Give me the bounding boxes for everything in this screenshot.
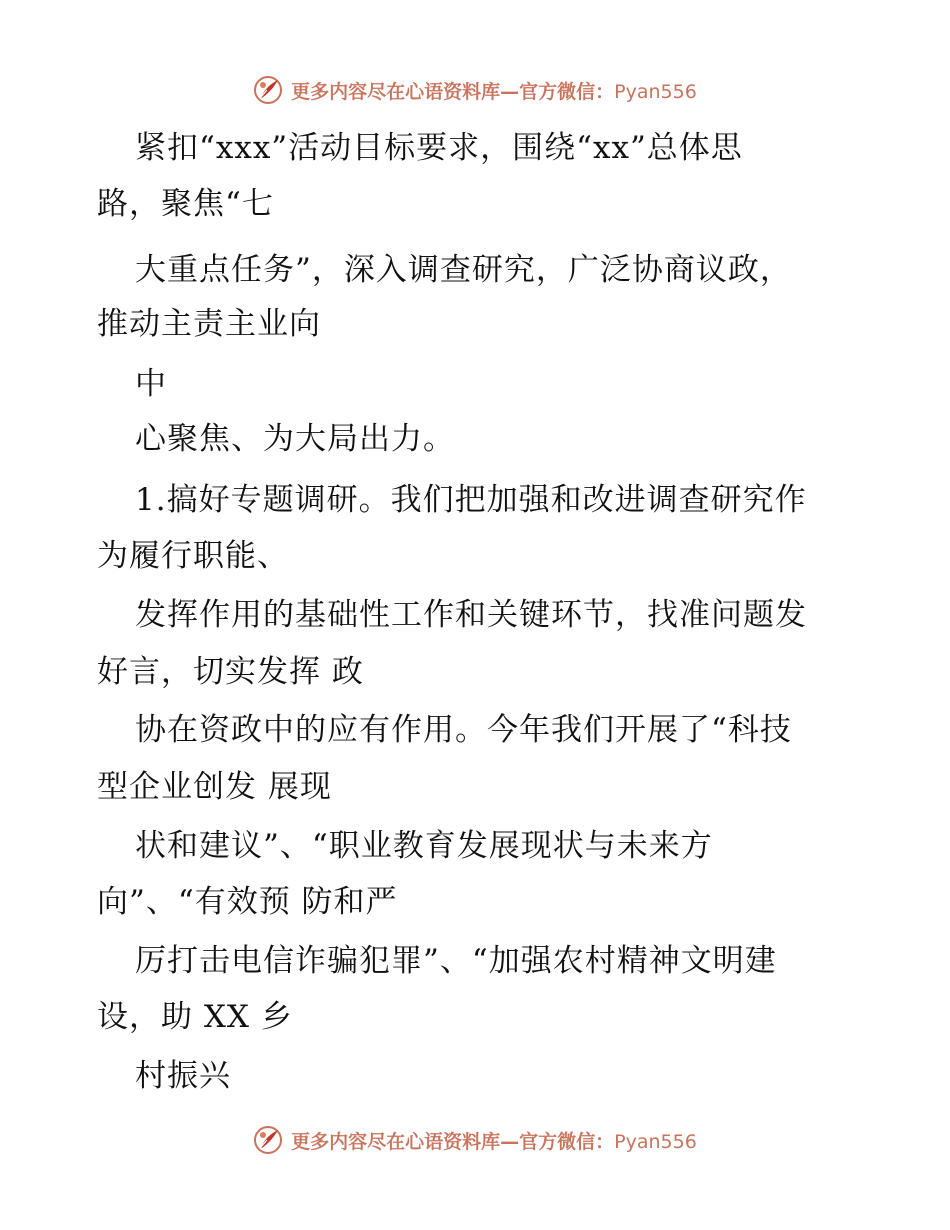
text-line: 发挥作用的基础性工作和关键环节，找准问题发 (135, 597, 807, 633)
text-line: 紧扣“xxx”活动目标要求，围绕“xx”总体思 (135, 130, 743, 166)
watermark-text-cn: 更多内容尽在心语资料库—官方微信： (291, 80, 615, 103)
text-line: 好言，切实发挥 政 (97, 654, 364, 690)
watermark-text-id: Pyan556 (614, 80, 697, 103)
footer-watermark (0, 1120, 950, 1160)
text-line: 村振兴 (135, 1058, 231, 1094)
header-watermark (0, 70, 950, 110)
text-line: 大重点任务”，深入调查研究，广泛协商议政， (135, 252, 792, 288)
text-line: 推动主责主业向 (97, 306, 321, 342)
text-line: 1.搞好专题调研。我们把加强和改进调查研究作 (135, 482, 807, 518)
text-line: 协在资政中的应有作用。今年我们开展了“科技 (135, 712, 792, 748)
quill-logo-icon (253, 1125, 283, 1155)
text-line: 中 (135, 366, 167, 402)
watermark-text-id: Pyan556 (614, 1130, 697, 1153)
text-line: 路，聚焦“七 (97, 186, 274, 222)
text-line: 厉打击电信诈骗犯罪”、“加强农村精神文明建 (135, 943, 777, 979)
watermark-text (291, 77, 697, 104)
text-line: 心聚焦、为大局出力。 (135, 421, 455, 457)
watermark-text-cn: 更多内容尽在心语资料库—官方微信： (291, 1130, 615, 1153)
text-line: 状和建议”、“职业教育发展现状与未来方 (135, 828, 713, 864)
text-line: 设，助 XX 乡 (97, 999, 293, 1035)
quill-logo-icon (253, 75, 283, 105)
text-line: 为履行职能、 (97, 538, 289, 574)
text-line: 向”、“有效预 防和严 (97, 884, 398, 920)
watermark-text (291, 1127, 697, 1154)
text-line: 型企业创发 展现 (97, 769, 332, 805)
